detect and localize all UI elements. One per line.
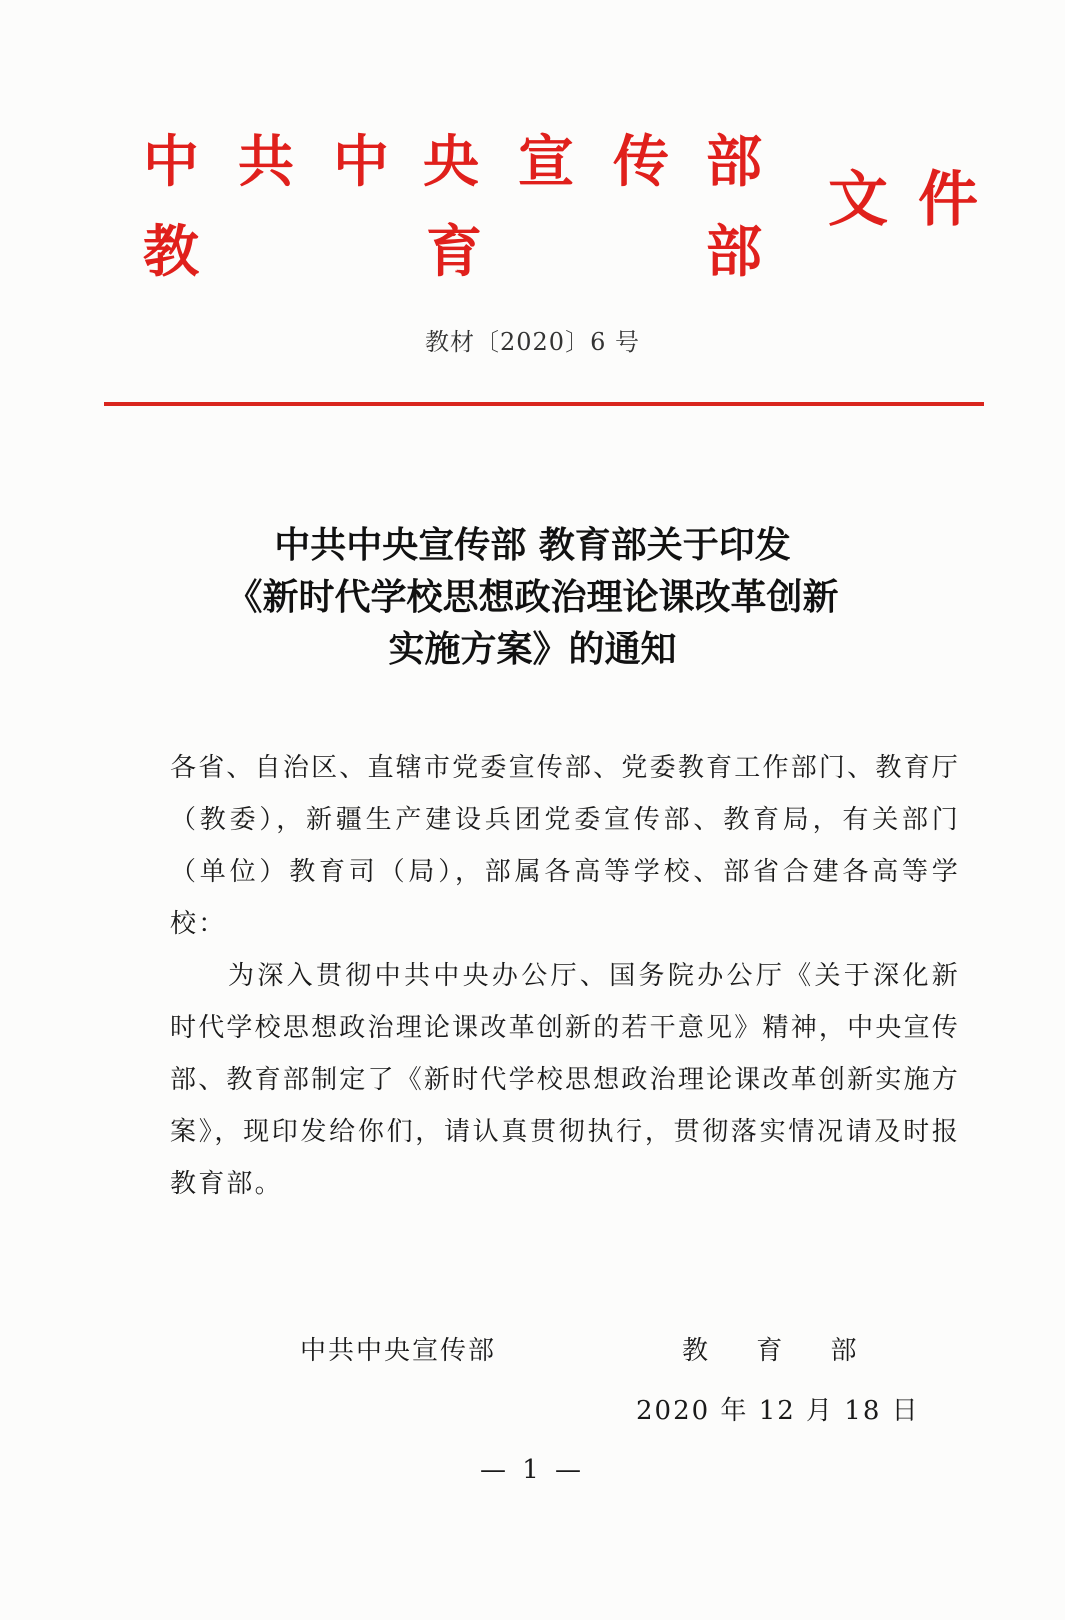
header-char: 共: [238, 130, 294, 195]
header-char: 宣: [518, 130, 574, 195]
header-wenjian: [828, 160, 998, 240]
header-char: 传: [613, 130, 669, 195]
title-line-2: 《新时代学校思想政治理论课改革创新: [226, 577, 839, 618]
page-number: — 1 —: [479, 1455, 586, 1485]
header-char: 件: [918, 165, 978, 235]
signature-issuer-right: 教 育 部: [682, 1336, 877, 1366]
title-line-3: 实施方案》的通知: [388, 629, 677, 670]
body-paragraph: 为深入贯彻中共中央办公厅、国务院办公厅《关于深化新时代学校思想政治理论课改革创新的若干意见》精神，中央宣传部、教育部制定了《新时代学校思想政治理论课改革创新实施方案》，现印发给你们，请认真贯彻执行，贯彻落实情况请及时报教育部。: [170, 961, 960, 1199]
addressee-paragraph: 各省、自治区、直辖市党委宣传部、党委教育工作部门、教育厅（教委），新疆生产建设兵团党委宣传部、教育局，有关部门（单位）教育司（局），部属各高等学校、部省合建各高等学校：: [170, 753, 960, 939]
header-org-line-1: [143, 128, 803, 198]
header-org-line-2: [143, 218, 803, 288]
header-char: 部: [706, 130, 762, 195]
title-line-1: 中共中央宣传部 教育部关于印发: [274, 525, 791, 566]
header-char: 央: [423, 130, 479, 195]
signature-issuer-left: 中共中央宣传部: [300, 1336, 497, 1366]
red-separator-line: [104, 402, 984, 406]
document-title: [150, 520, 915, 676]
document-number: 教材〔2020〕6 号: [425, 328, 640, 356]
header-char: 育: [426, 220, 482, 285]
header-char: 中: [143, 130, 199, 195]
header-char: 文: [828, 165, 888, 235]
header-char: 教: [143, 220, 199, 285]
header-char: 中: [333, 130, 389, 195]
header-char: 部: [706, 220, 762, 285]
signature-date: 2020 年 12 月 18 日: [636, 1396, 920, 1426]
